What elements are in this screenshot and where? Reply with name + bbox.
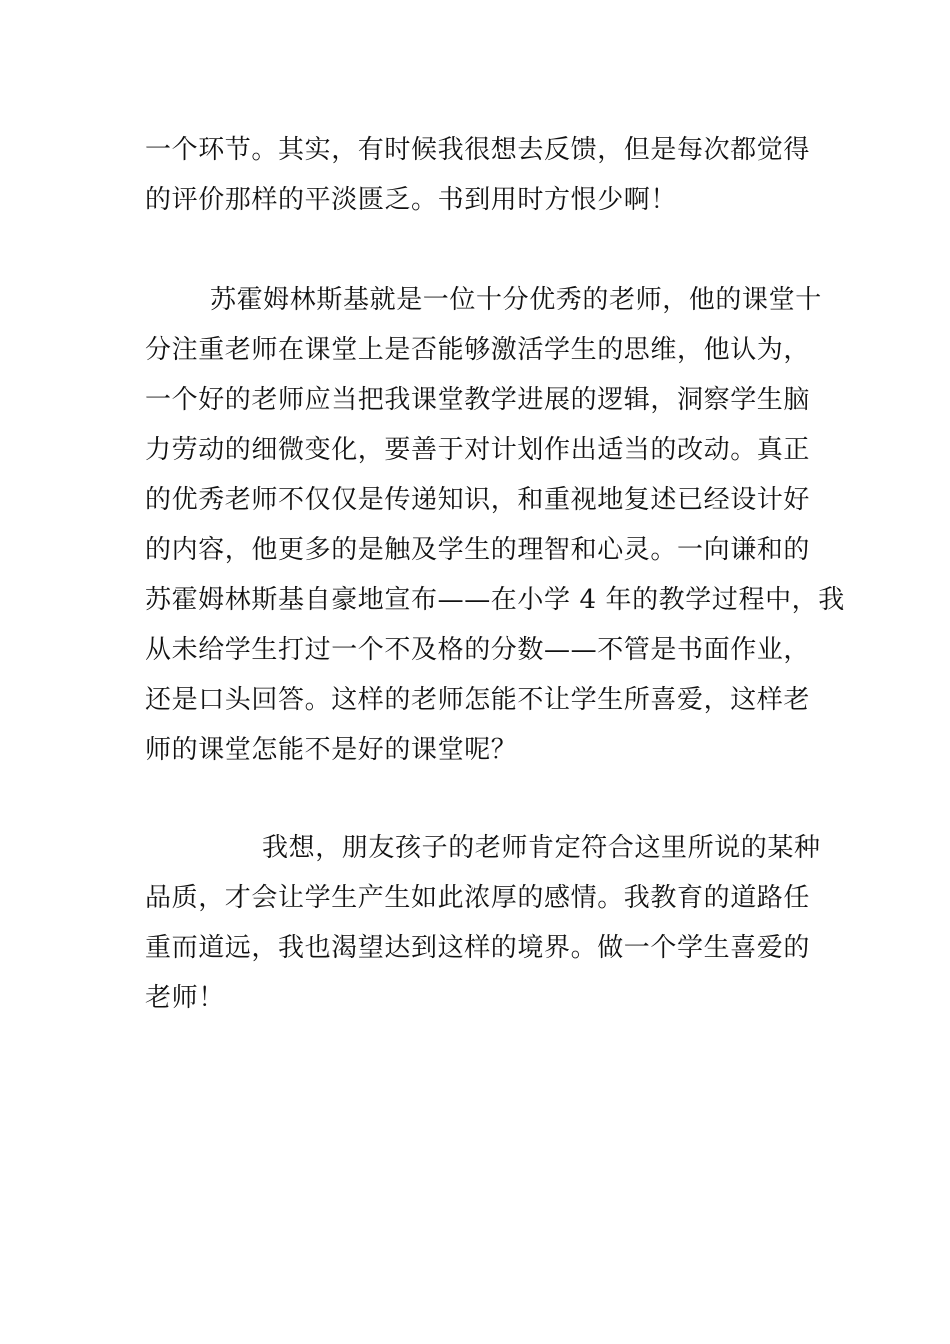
paragraph-3-line-3: 重而道远，我也渴望达到这样的境界。做一个学生喜爱的 <box>145 933 811 963</box>
paragraph-2-line-6: 的内容，他更多的是触及学生的理智和心灵。一向谦和的 <box>145 535 811 565</box>
paragraph-2-line-3: 一个好的老师应当把我课堂教学进展的逻辑，洞察学生脑 <box>145 385 811 415</box>
paragraph-3-line-4: 老师！ <box>145 983 225 1013</box>
paragraph-3-line-1: 我想，朋友孩子的老师肯定符合这里所说的某种 <box>262 833 821 863</box>
paragraph-2-line-8: 从未给学生打过一个不及格的分数——不管是书面作业， <box>145 635 811 665</box>
paragraph-1-line-1: 一个环节。其实，有时候我很想去反馈，但是每次都觉得 <box>145 135 811 165</box>
paragraph-2-line-4: 力劳动的细微变化，要善于对计划作出适当的改动。真正 <box>145 435 811 465</box>
paragraph-2-line-9: 还是口头回答。这样的老师怎能不让学生所喜爱，这样老 <box>145 685 811 715</box>
paragraph-1-line-2: 的评价那样的平淡匮乏。书到用时方恨少啊！ <box>145 185 678 215</box>
paragraph-2-line-5: 的优秀老师不仅仅是传递知识，和重视地复述已经设计好 <box>145 485 811 515</box>
paragraph-2-line-1: 苏霍姆林斯基就是一位十分优秀的老师，他的课堂十 <box>210 285 822 315</box>
paragraph-3-line-2: 品质，才会让学生产生如此浓厚的感情。我教育的道路任 <box>145 883 811 913</box>
paragraph-2-line-10: 师的课堂怎能不是好的课堂呢？ <box>145 735 518 765</box>
paragraph-2-line-7: 苏霍姆林斯基自豪地宣布——在小学 4 年的教学过程中，我 <box>145 585 845 615</box>
paragraph-2-line-2: 分注重老师在课堂上是否能够激活学生的思维，他认为， <box>145 335 811 365</box>
